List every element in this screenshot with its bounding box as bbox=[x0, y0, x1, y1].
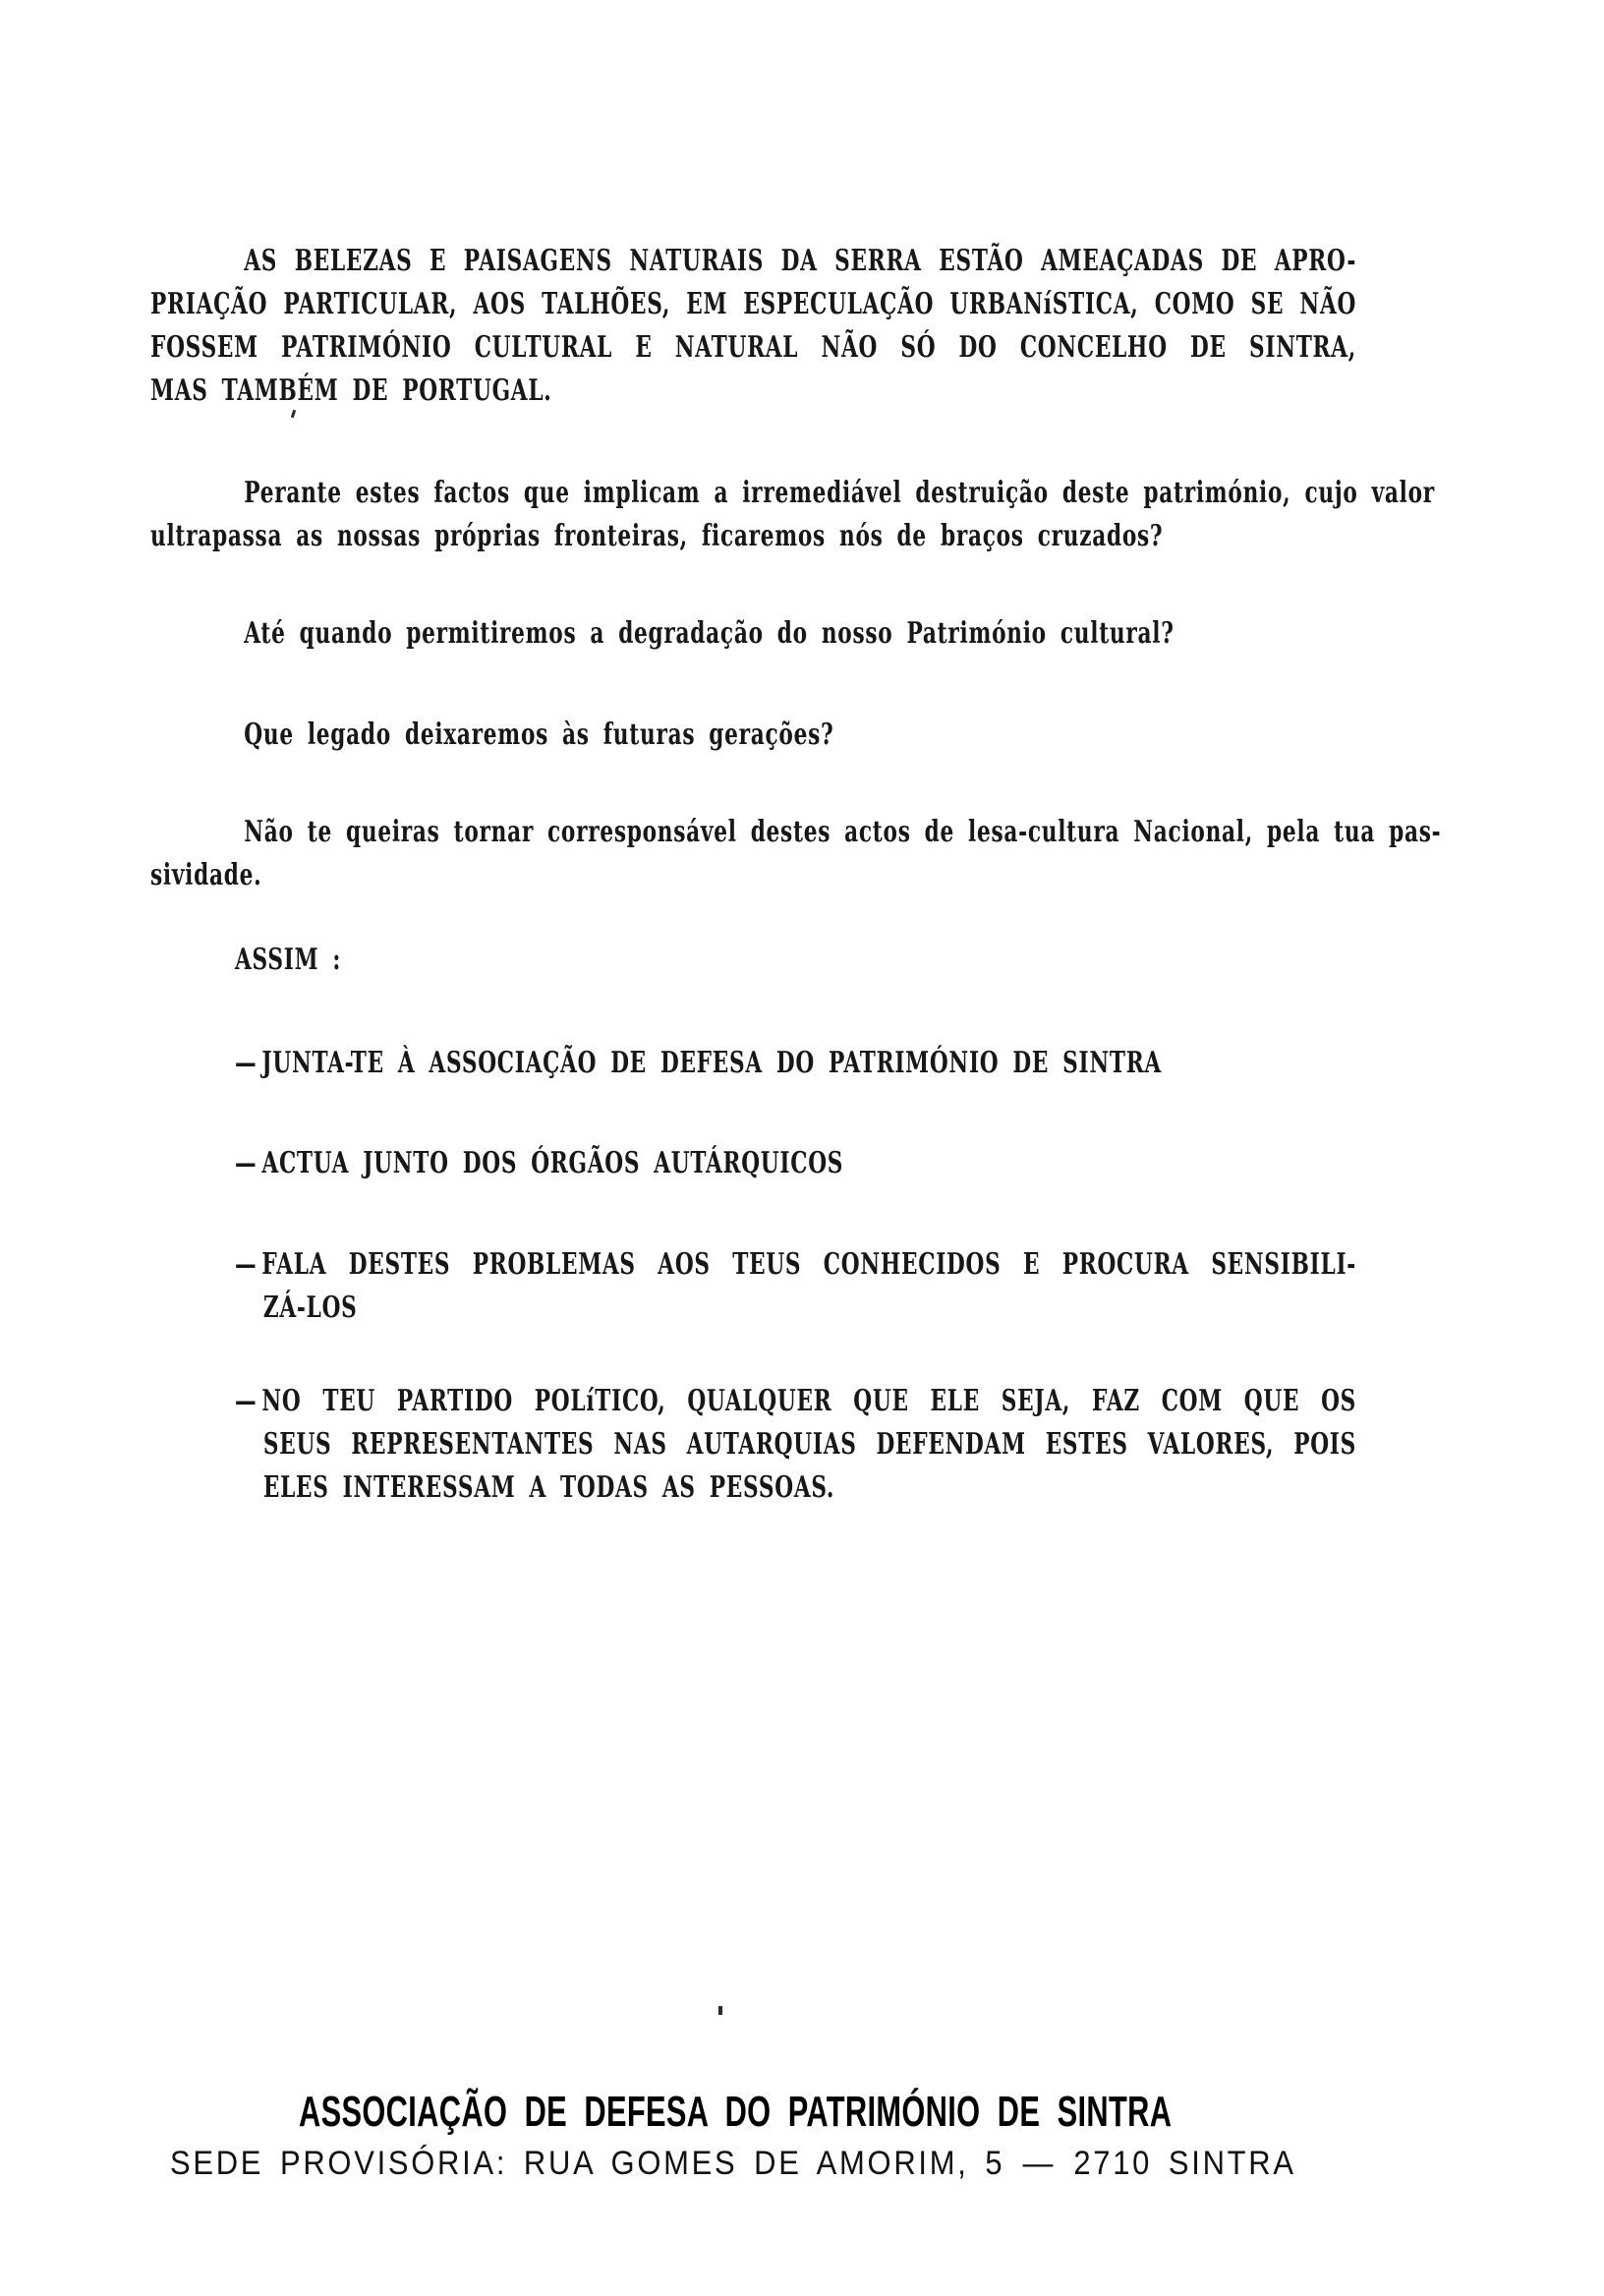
bullet-actua bbox=[235, 1142, 1356, 1185]
bullet-line: — ACTUA JUNTO DOS ÓRGÃOS AUTÁRQUICOS bbox=[235, 1146, 844, 1180]
association-address: SEDE PROVISÓRIA: RUA GOMES DE AMORIM, 5 — 2710 SINTRA bbox=[170, 2145, 1296, 2182]
paragraph-line: FOSSEM PATRIMÓNIO CULTURAL E NATURAL NÃO SÓ DO CONCELHO DE SINTRA, bbox=[150, 330, 1357, 365]
paragraph-line: Até quando permitiremos a degradação do nosso Património cultural? bbox=[244, 616, 1174, 651]
bullet-line: ELES INTERESSAM A TODAS AS PESSOAS. bbox=[262, 1470, 835, 1505]
paragraph-serra-ameacada bbox=[150, 240, 1356, 413]
bullet-line: — FALA DESTES PROBLEMAS AOS TEUS CONHECIDOS E PROCURA SENSIBILI- bbox=[235, 1247, 1357, 1282]
bullet-junta-te bbox=[235, 1042, 1356, 1085]
scan-speck bbox=[291, 410, 296, 419]
paragraph-line: Perante estes factos que implicam a irremediável destruição deste património, cujo valor bbox=[244, 476, 1435, 510]
paragraph-line: Não te queiras tornar corresponsável destes actos de lesa-cultura Nacional, pela tua pas- bbox=[244, 815, 1442, 849]
paragraph-line: AS BELEZAS E PAISAGENS NATURAIS DA SERRA ESTÃO AMEAÇADAS DE APRO- bbox=[244, 244, 1357, 278]
heading-assim-label: ASSIM : bbox=[235, 943, 342, 977]
association-title: ASSOCIAÇÃO DE DEFESA DO PATRIMÓNIO DE SINTRA bbox=[299, 2088, 1173, 2136]
paragraph-line: Que legado deixaremos às futuras gerações? bbox=[244, 718, 834, 752]
paragraph-perante-factos bbox=[150, 472, 1435, 558]
scan-speck bbox=[718, 2006, 722, 2015]
paragraph-line: ultrapassa as nossas próprias fronteiras, ficaremos nós de braços cruzados? bbox=[150, 519, 1164, 553]
paragraph-line: MAS TAMBÉM DE PORTUGAL. bbox=[150, 373, 552, 408]
paragraph-passividade bbox=[150, 811, 1442, 897]
bullet-line: ZÁ-LOS bbox=[262, 1291, 358, 1325]
paragraph-que-legado bbox=[150, 714, 1356, 757]
bullet-line: — NO TEU PARTIDO POLíTICO, QUALQUER QUE ELE SEJA, FAZ COM QUE OS bbox=[235, 1384, 1357, 1418]
paragraph-line: PRIAÇÃO PARTICULAR, AOS TALHÕES, EM ESPECULAÇÃO URBANíSTICA, COMO SE NÃO bbox=[150, 287, 1357, 321]
bullet-line: — JUNTA-TE À ASSOCIAÇÃO DE DEFESA DO PATRIMÓNIO DE SINTRA bbox=[235, 1046, 1162, 1080]
bullet-line: SEUS REPRESENTANTES NAS AUTARQUIAS DEFENDAM ESTES VALORES, POIS bbox=[262, 1427, 1357, 1462]
heading-assim bbox=[235, 939, 1356, 982]
paragraph-line: sividade. bbox=[150, 858, 262, 892]
bullet-fala-problemas bbox=[235, 1243, 1356, 1330]
bullet-partido-politico bbox=[235, 1380, 1356, 1510]
paragraph-ate-quando bbox=[150, 612, 1356, 656]
